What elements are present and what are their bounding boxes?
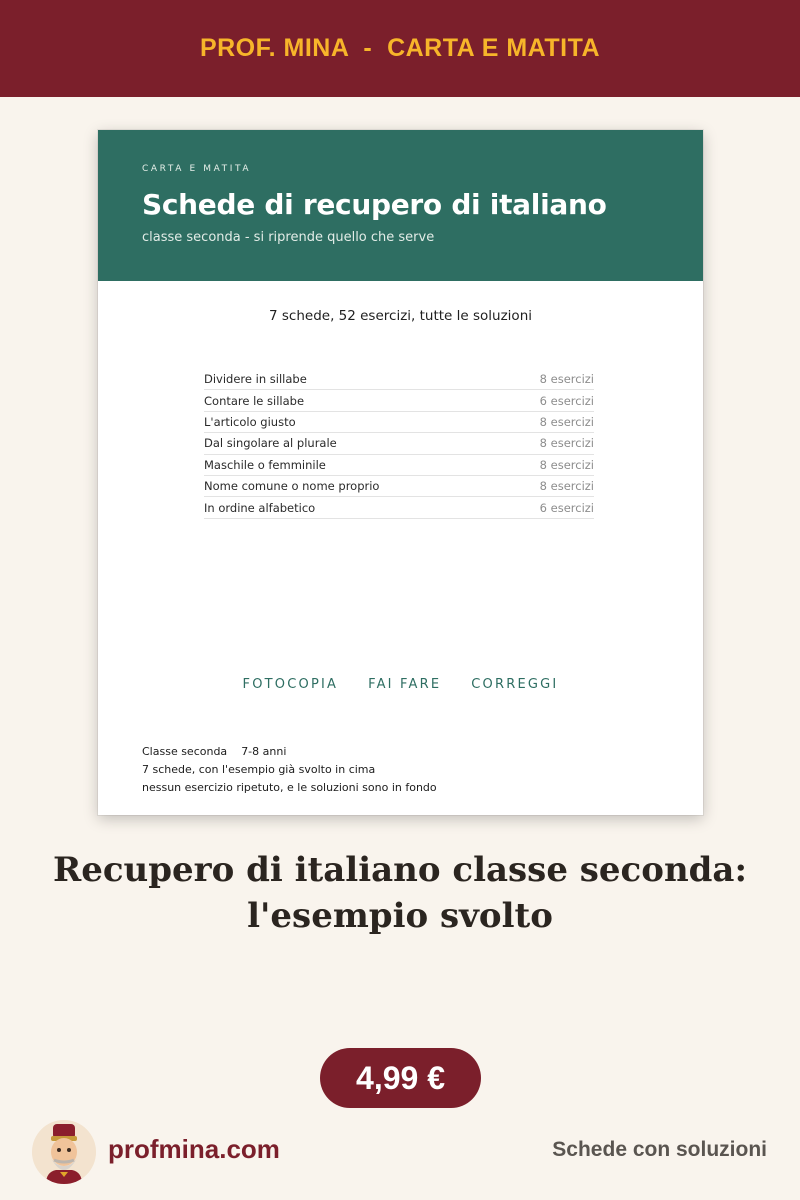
action-correct: CORREGGI [471, 677, 559, 692]
sheet-count: 6 esercizi [539, 393, 594, 408]
teacher-mascot-icon [32, 1120, 96, 1184]
sheet-name: L'articolo giusto [204, 414, 296, 429]
list-item [204, 433, 594, 454]
sheet-name: Dividere in sillabe [204, 372, 307, 387]
product-title-line-1: Recupero di italiano classe seconda: [52, 850, 748, 890]
product-title [0, 847, 800, 939]
banner-title: PROF. MINA - CARTA E MATITA [199, 34, 601, 62]
list-item [204, 390, 594, 411]
action-assign: FAI FARE [368, 677, 442, 692]
price-badge[interactable]: 4,99 € [320, 1048, 481, 1108]
card-details [142, 743, 437, 797]
sheet-count: 8 esercizi [539, 436, 594, 451]
list-item [204, 412, 594, 433]
card-subtitle: classe seconda - si riprende quello che serve [142, 230, 435, 245]
sheet-count: 6 esercizi [539, 500, 594, 515]
action-photocopy: FOTOCOPIA [242, 677, 339, 692]
sheet-count: 8 esercizi [539, 457, 594, 472]
sheet-count: 8 esercizi [539, 414, 594, 429]
sheet-list [204, 369, 594, 519]
details-line-2: 7 schede, con l'esempio già svolto in cima [142, 763, 376, 776]
sheet-count: 8 esercizi [539, 372, 594, 387]
details-line-1 [142, 743, 437, 761]
details-age: 7-8 anni [241, 745, 287, 758]
card-eyebrow: CARTA E MATITA [142, 164, 252, 174]
top-banner [0, 0, 800, 97]
footer-tagline: Schede con soluzioni [552, 1138, 767, 1161]
sheet-name: Contare le sillabe [204, 393, 305, 408]
sheet-count: 8 esercizi [539, 479, 594, 494]
card-actions [98, 677, 703, 692]
site-link[interactable]: profmina.com [108, 1134, 280, 1164]
list-item [204, 369, 594, 390]
card-summary: 7 schede, 52 esercizi, tutte le soluzioni [269, 308, 532, 324]
list-item [204, 455, 594, 476]
sheet-name: Nome comune o nome proprio [204, 479, 380, 494]
card-header [98, 130, 703, 281]
card-title: Schede di recupero di italiano [142, 188, 607, 221]
sheet-name: Maschile o femminile [204, 457, 326, 472]
product-title-line-2: l'esempio svolto [247, 896, 553, 936]
product-cover-card [98, 130, 703, 815]
list-item [204, 476, 594, 497]
details-grade: Classe seconda [142, 745, 228, 758]
sheet-name: In ordine alfabetico [204, 500, 316, 515]
details-line-3: nessun esercizio ripetuto, e le soluzioni sono in fondo [142, 781, 437, 794]
list-item [204, 497, 594, 518]
sheet-name: Dal singolare al plurale [204, 436, 337, 451]
